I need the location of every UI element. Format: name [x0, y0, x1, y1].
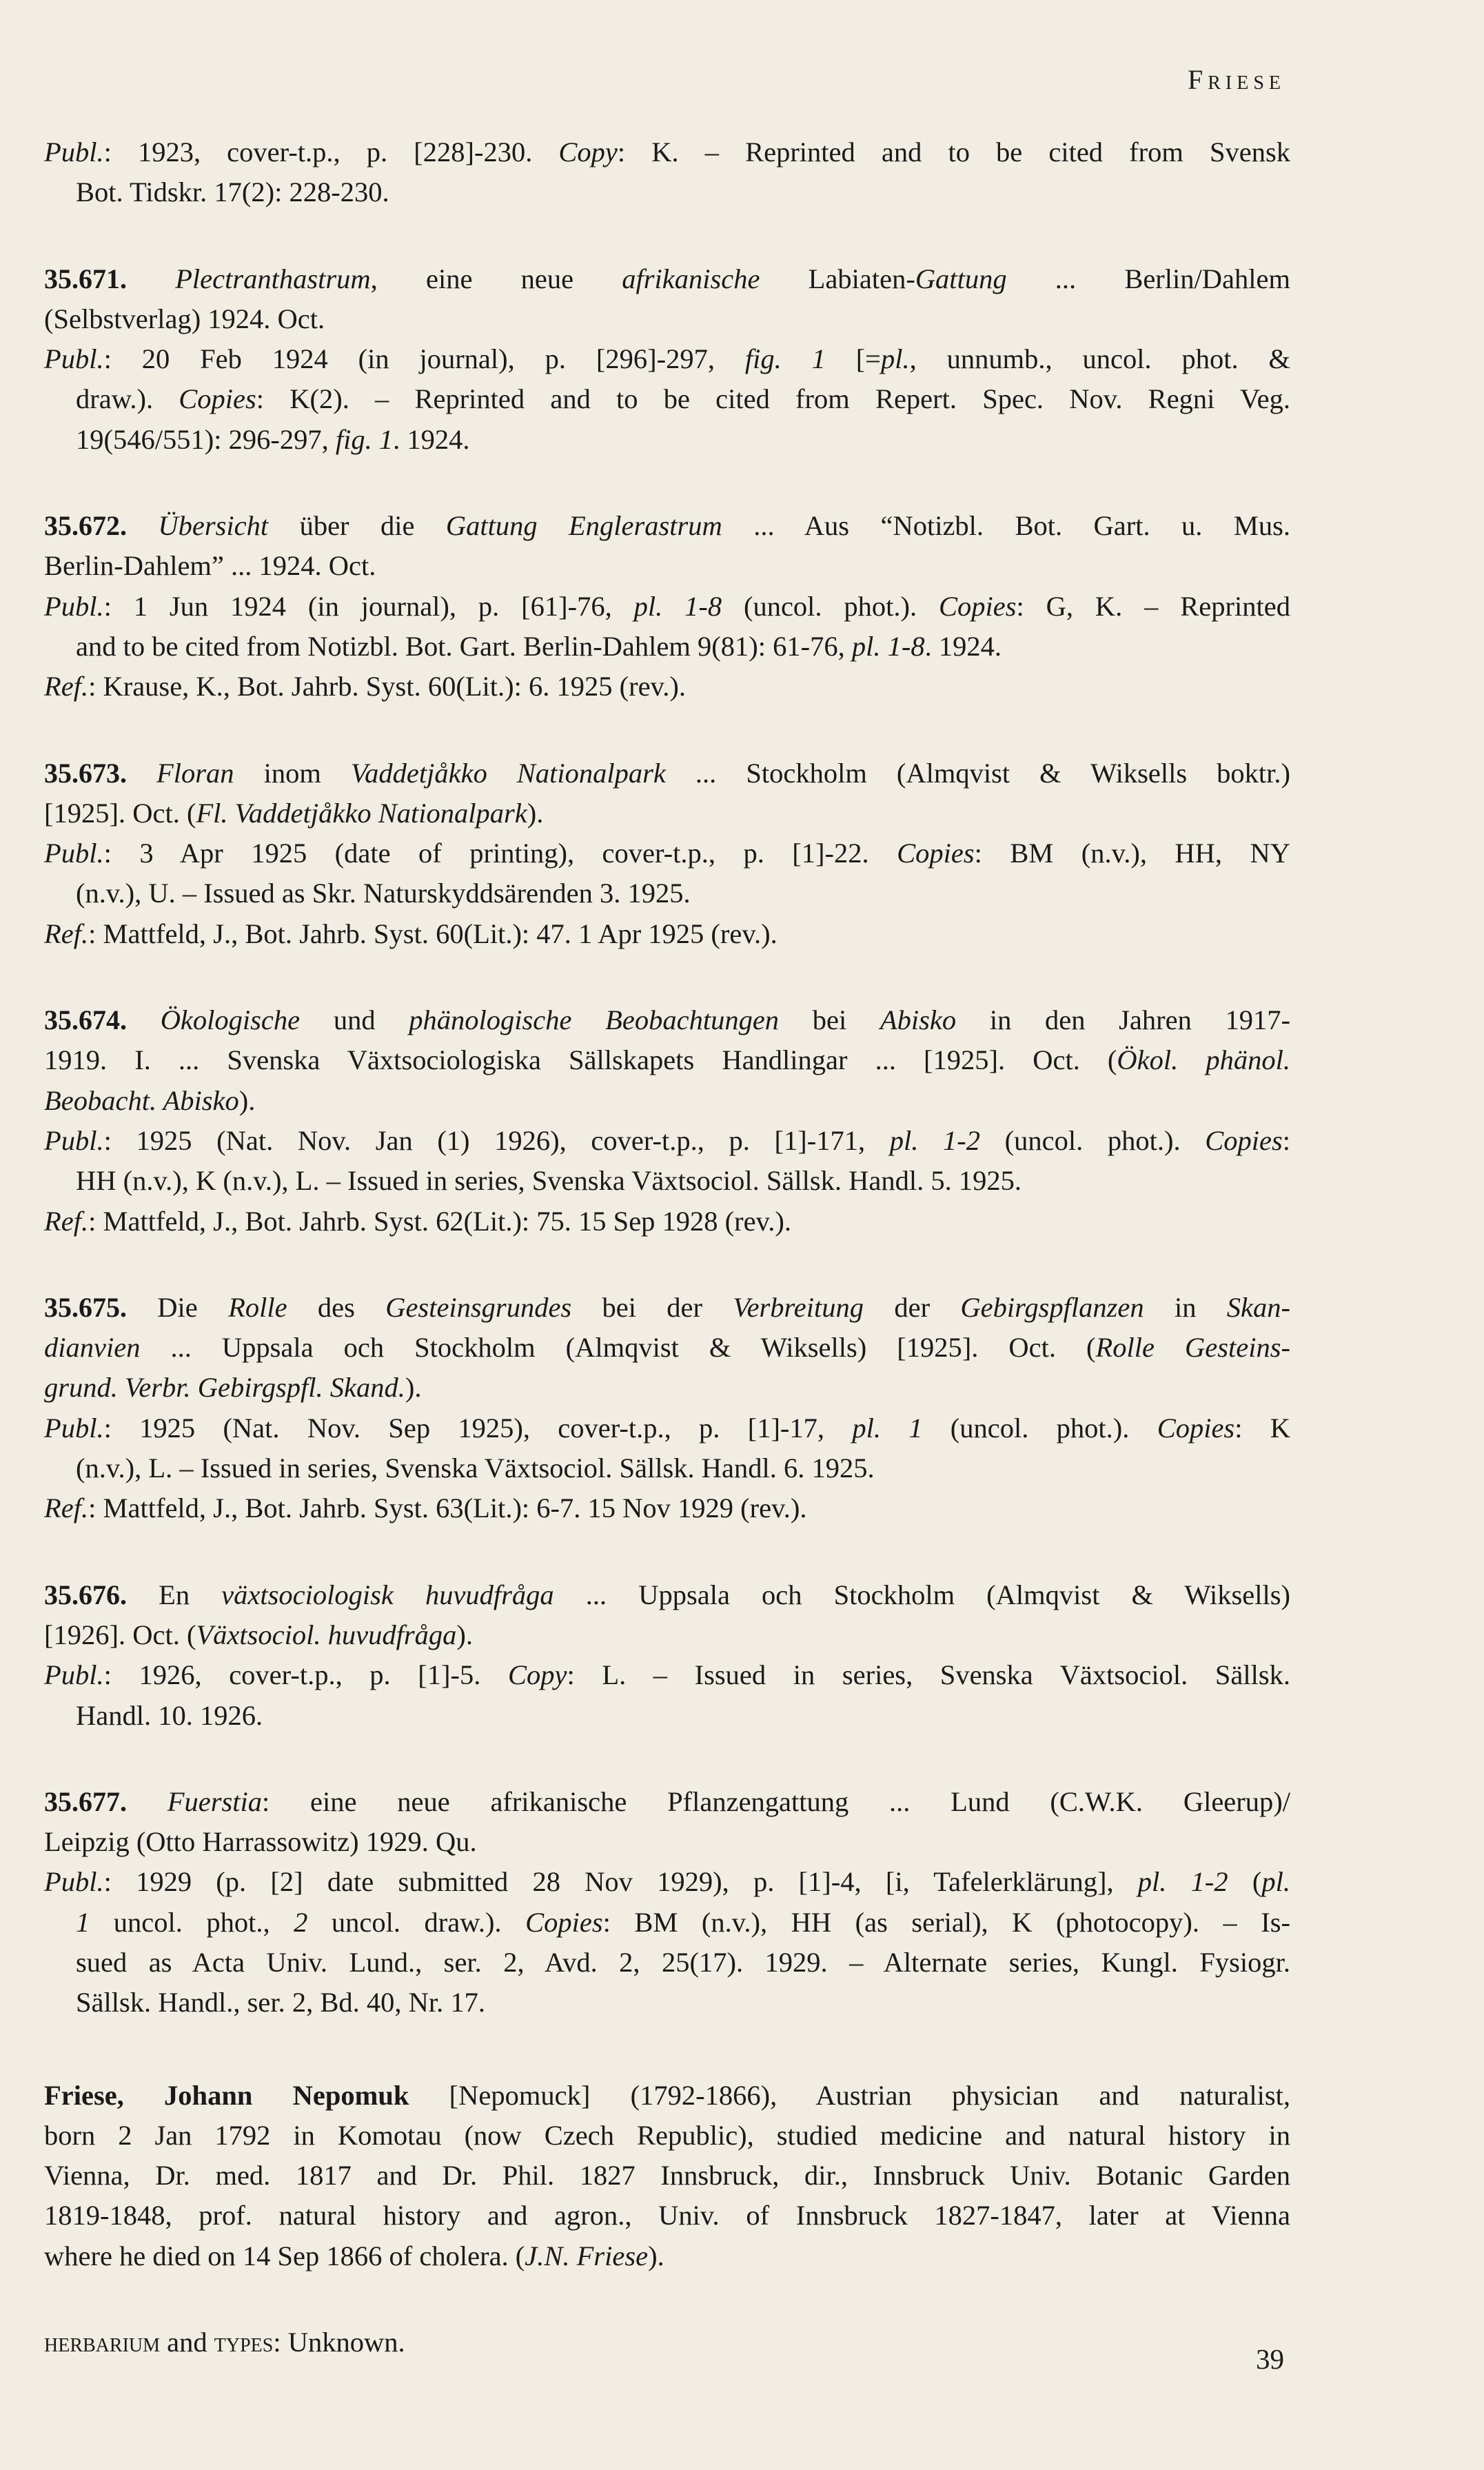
entry-35-673	[44, 753, 1290, 954]
text-line: Sällsk. Handl., ser. 2, Bd. 40, Nr. 17.	[76, 1987, 485, 2018]
title-line: 35.672. Übersicht über die Gattung Englerastrum ... Aus “Notizbl. Bot. Gart. u. Mus.	[44, 510, 1290, 542]
entry-continuation	[44, 132, 1290, 213]
text-line: (n.v.), L. – Issued in series, Svenska Växtsociol. Sällsk. Handl. 6. 1925.	[76, 1452, 875, 1484]
entry-35-677	[44, 1782, 1290, 2023]
bio-line: where he died on 14 Sep 1866 of cholera. (J.N. Friese).	[44, 2240, 664, 2271]
text-line: 1919. I. ... Svenska Växtsociologiska Sällskapets Handlingar ... [1925]. Oct. (Ökol. phänol.	[44, 1044, 1290, 1076]
text-line: 19(546/551): 296-297, fig. 1. 1924.	[76, 423, 470, 455]
bio-line: Friese, Johann Nepomuk [Nepomuck] (1792-1866), Austrian physician and naturalist,	[44, 2079, 1290, 2111]
text-line: 1 uncol. phot., 2 uncol. draw.). Copies: BM (n.v.), HH (as serial), K (photocopy). – Is-	[76, 1906, 1291, 1938]
text-line: Berlin-Dahlem” ... 1924. Oct.	[44, 550, 376, 582]
publ-line: Publ.: 1925 (Nat. Nov. Sep 1925), cover-t.p., p. [1]-17, pl. 1 (uncol. phot.). Copies: K	[44, 1412, 1290, 1444]
ref-line: Ref.: Mattfeld, J., Bot. Jahrb. Syst. 60(Lit.): 47. 1 Apr 1925 (rev.).	[44, 918, 777, 949]
text-line: and to be cited from Notizbl. Bot. Gart. Berlin-Dahlem 9(81): 61-76, pl. 1-8. 1924.	[76, 630, 1002, 662]
entry-number: 35.673.	[44, 757, 127, 789]
publ-line: Publ.: 3 Apr 1925 (date of printing), cover-t.p., p. [1]-22. Copies: BM (n.v.), HH, NY	[44, 838, 1290, 869]
entry-number: 35.671.	[44, 263, 127, 294]
biography-entry	[44, 2076, 1290, 2276]
herbarium-line	[44, 2322, 1290, 2362]
page-number: 39	[1256, 2343, 1284, 2375]
entry-number: 35.675.	[44, 1291, 127, 1323]
title-line: 35.671. Plectranthastrum, eine neue afrikanische Labiaten-Gattung ... Berlin/Dahlem	[44, 263, 1291, 294]
text-line: Beobacht. Abisko).	[44, 1084, 256, 1116]
entry-35-672	[44, 506, 1290, 707]
author-name: Friese, Johann Nepomuk	[44, 2079, 409, 2111]
title-line: 35.675. Die Rolle des Gesteinsgrundes bei der Verbreitung der Gebirgspflanzen in Skan-	[44, 1291, 1290, 1323]
text-line: dianvien ... Uppsala och Stockholm (Almqvist & Wiksells) [1925]. Oct. (Rolle Gesteins-	[44, 1332, 1290, 1364]
text-line: Leipzig (Otto Harrassowitz) 1929. Qu.	[44, 1826, 477, 1858]
title-line: 35.677. Fuerstia: eine neue afrikanische Pflanzengattung ... Lund (C.W.K. Gleerup)/	[44, 1785, 1290, 1817]
text-line: Bot. Tidskr. 17(2): 228-230.	[76, 176, 389, 208]
text-line: Handl. 10. 1926.	[76, 1699, 263, 1731]
ref-line: Ref.: Mattfeld, J., Bot. Jahrb. Syst. 62(Lit.): 75. 15 Sep 1928 (rev.).	[44, 1205, 791, 1237]
text-line: (Selbstverlag) 1924. Oct.	[44, 303, 325, 334]
ref-line: Ref.: Mattfeld, J., Bot. Jahrb. Syst. 63(Lit.): 6-7. 15 Nov 1929 (rev.).	[44, 1492, 807, 1524]
entry-35-671	[44, 259, 1290, 460]
title-line: 35.676. En växtsociologisk huvudfråga ... Uppsala och Stockholm (Almqvist & Wiksells)	[44, 1579, 1290, 1610]
text-line: [1925]. Oct. (Fl. Vaddetjåkko Nationalpark).	[44, 797, 544, 829]
bio-line: 1819-1848, prof. natural history and agron., Univ. of Innsbruck 1827-1847, later at Vienna	[44, 2200, 1290, 2231]
title-line: 35.674. Ökologische und phänologische Beobachtungen bei Abisko in den Jahren 1917-	[44, 1004, 1291, 1036]
text-line: Publ.: 1923, cover-t.p., p. [228]-230. Copy: K. – Reprinted and to be cited from Svensk	[44, 136, 1290, 168]
text-line: grund. Verbr. Gebirgspfl. Skand.).	[44, 1372, 422, 1404]
entry-number: 35.676.	[44, 1579, 127, 1610]
entry-35-675	[44, 1288, 1290, 1529]
entry-number: 35.672.	[44, 510, 127, 542]
running-head: Friese	[1187, 64, 1285, 95]
publ-line: Publ.: 20 Feb 1924 (in journal), p. [296]-297, fig. 1 [=pl., unnumb., uncol. phot. &	[44, 343, 1290, 375]
entry-number: 35.677.	[44, 1785, 127, 1817]
publ-line: Publ.: 1 Jun 1924 (in journal), p. [61]-76, pl. 1-8 (uncol. phot.). Copies: G, K. – Reprinted	[44, 590, 1290, 622]
title-line: 35.673. Floran inom Vaddetjåkko Nationalpark ... Stockholm (Almqvist & Wiksells boktr.)	[44, 757, 1290, 789]
publ-line: Publ.: 1929 (p. [2] date submitted 28 Nov 1929), p. [1]-4, [i, Tafelerklärung], pl. 1-2 (pl.	[44, 1866, 1290, 1898]
text-line: draw.). Copies: K(2). – Reprinted and to be cited from Repert. Spec. Nov. Regni Veg.	[76, 383, 1290, 415]
text-line: sued as Acta Univ. Lund., ser. 2, Avd. 2, 25(17). 1929. – Alternate series, Kungl. Fysiogr.	[76, 1946, 1290, 1978]
herbarium-text: herbarium and types: Unknown.	[44, 2327, 405, 2358]
bio-line: Vienna, Dr. med. 1817 and Dr. Phil. 1827 Innsbruck, dir., Innsbruck Univ. Botanic Garden	[44, 2160, 1290, 2191]
ref-line: Ref.: Krause, K., Bot. Jahrb. Syst. 60(Lit.): 6. 1925 (rev.).	[44, 671, 686, 702]
text-line: (n.v.), U. – Issued as Skr. Naturskyddsärenden 3. 1925.	[76, 878, 691, 909]
bio-line: born 2 Jan 1792 in Komotau (now Czech Republic), studied medicine and natural history in	[44, 2119, 1290, 2151]
page-content	[44, 132, 1290, 2362]
publ-line: Publ.: 1926, cover-t.p., p. [1]-5. Copy: L. – Issued in series, Svenska Växtsociol. Sällsk.	[44, 1659, 1290, 1691]
entry-number: 35.674.	[44, 1004, 127, 1036]
publ-line: Publ.: 1925 (Nat. Nov. Jan (1) 1926), cover-t.p., p. [1]-171, pl. 1-2 (uncol. phot.). Copies:	[44, 1124, 1290, 1156]
entry-35-674	[44, 1000, 1290, 1242]
text-line: HH (n.v.), K (n.v.), L. – Issued in series, Svenska Växtsociol. Sällsk. Handl. 5. 1925.	[76, 1165, 1021, 1197]
text-line: [1926]. Oct. (Växtsociol. huvudfråga).	[44, 1619, 474, 1650]
entry-35-676	[44, 1575, 1290, 1736]
